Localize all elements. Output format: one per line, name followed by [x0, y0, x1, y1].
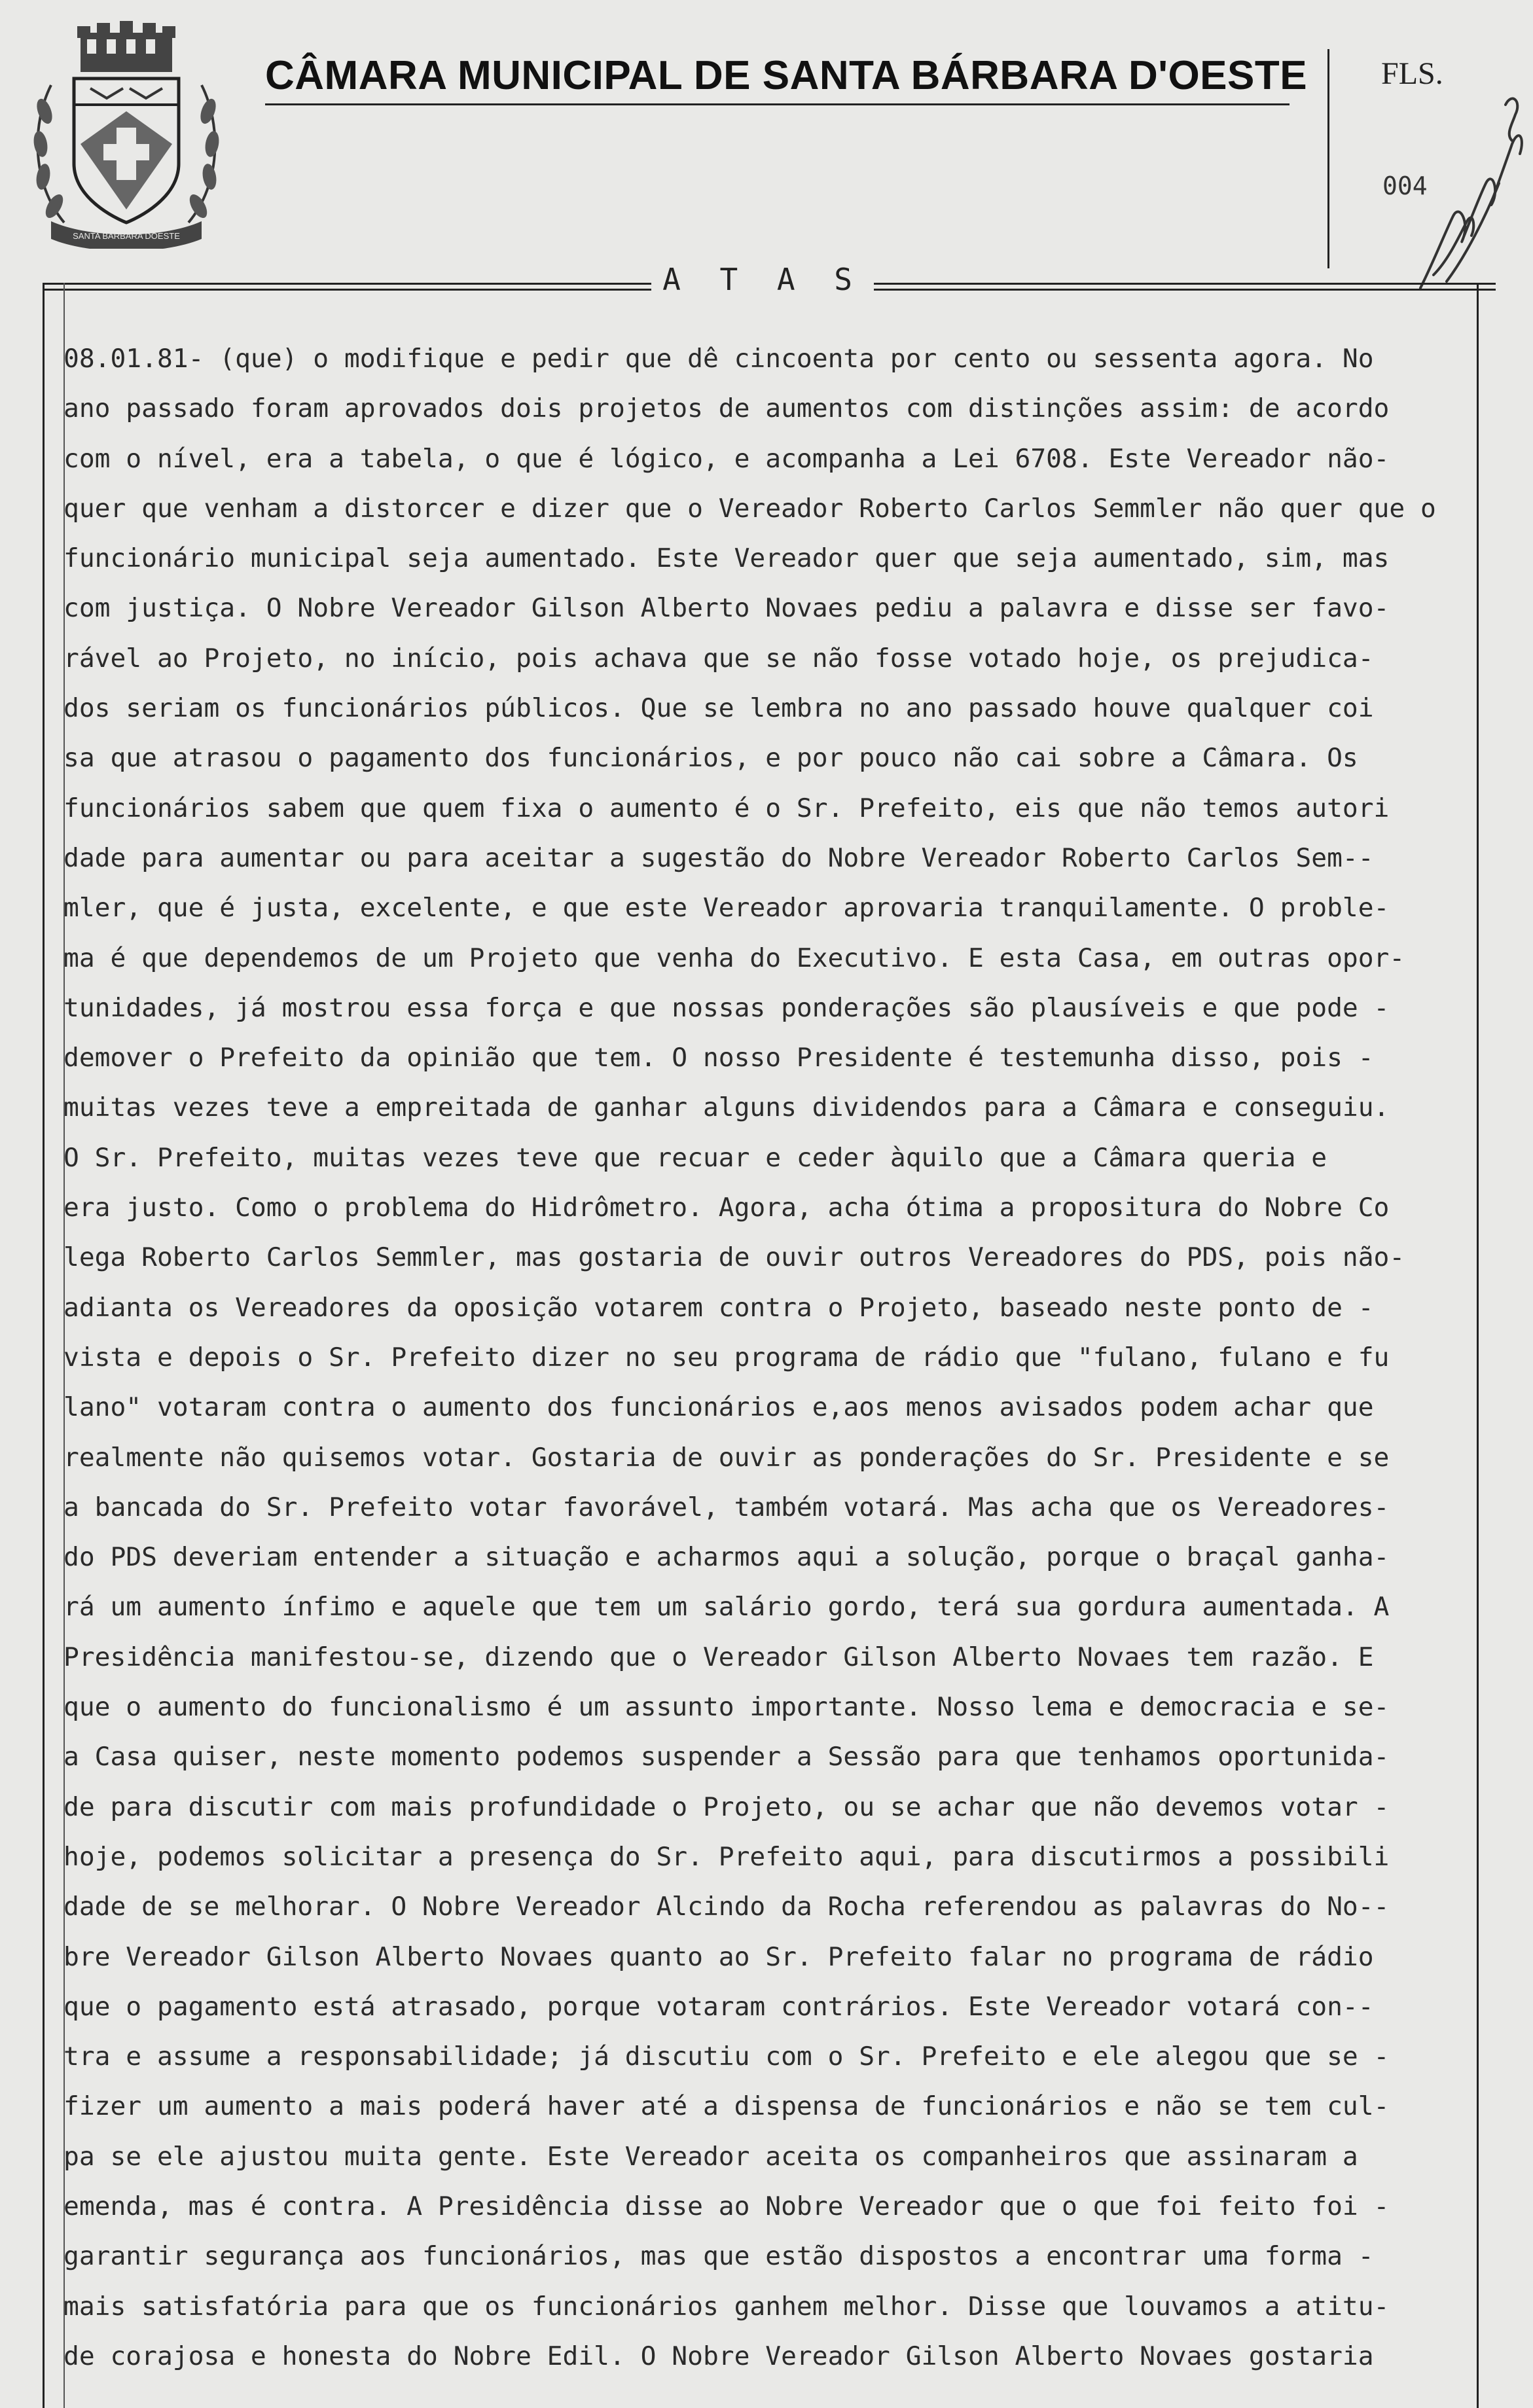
text-line: que o aumento do funcionalismo é um assunto importante. Nosso lema e democracia e se- — [63, 1692, 1390, 1723]
text-line: quer que venham a distorcer e dizer que o Vereador Roberto Carlos Semmler não quer que o — [63, 493, 1436, 524]
section-rule — [874, 289, 1496, 291]
text-line: dade de se melhorar. O Nobre Vereador Alcindo da Rocha referendou as palavras do No-- — [63, 1892, 1390, 1922]
section-rule — [43, 283, 651, 285]
text-line: a bancada do Sr. Prefeito votar favorável, também votará. Mas acha que os Vereadores- — [63, 1492, 1390, 1522]
text-line: ma é que dependemos de um Projeto que venha do Executivo. E esta Casa, em outras opor- — [63, 943, 1405, 973]
text-line: de corajosa e honesta do Nobre Edil. O Nobre Vereador Gilson Alberto Novaes gostaria — [63, 2341, 1374, 2371]
header-divider — [1327, 49, 1329, 268]
text-line: muitas vezes teve a empreitada de ganhar alguns dividendos para a Câmara e conseguiu. — [63, 1092, 1390, 1123]
text-line: funcionários sabem que quem fixa o aumento é o Sr. Prefeito, eis que não temos autori — [63, 793, 1390, 823]
text-line: de para discutir com mais profundidade o Projeto, ou se achar que não devemos votar - — [63, 1791, 1390, 1822]
section-title: A T A S — [662, 262, 863, 297]
text-line: rável ao Projeto, no início, pois achava que se não fosse votado hoje, os prejudica- — [63, 643, 1374, 674]
text-line: funcionário municipal seja aumentado. Este Vereador quer que seja aumentado, sim, mas — [63, 543, 1390, 574]
text-line: ano passado foram aprovados dois projetos de aumentos com distinções assim: de acordo — [63, 393, 1390, 424]
text-line: emenda, mas é contra. A Presidência disse ao Nobre Vereador que o que foi feito foi - — [63, 2191, 1390, 2221]
page-number: 004 — [1382, 171, 1428, 200]
title-underline — [265, 103, 1290, 105]
page-frame-left — [43, 283, 45, 2408]
handwritten-signature-icon — [1407, 65, 1532, 308]
section-rule — [43, 289, 651, 291]
text-line: dade para aumentar ou para aceitar a sugestão do Nobre Vereador Roberto Carlos Sem-- — [63, 842, 1374, 873]
text-line: demover o Prefeito da opinião que tem. O nosso Presidente é testemunha disso, pois - — [63, 1043, 1374, 1073]
minutes-text — [63, 334, 1477, 2381]
text-line: rá um aumento ínfimo e aquele que tem um salário gordo, terá sua gordura aumentada. A — [63, 1592, 1390, 1623]
text-line: pa se ele ajustou muita gente. Este Vereador aceita os companheiros que assinaram a — [63, 2141, 1358, 2172]
text-line: mais satisfatória para que os funcionários ganhem melhor. Disse que louvamos a atitu- — [63, 2291, 1390, 2322]
text-line: que o pagamento está atrasado, porque votaram contrários. Este Vereador votará con-- — [63, 1991, 1374, 2022]
text-line: 08.01.81- (que) o modifique e pedir que dê cincoenta por cento ou sessenta agora. No — [63, 344, 1374, 374]
text-line: O Sr. Prefeito, muitas vezes teve que recuar e ceder àquilo que a Câmara queria e — [63, 1142, 1327, 1173]
crest-banner-text: SANTA BARBARA DOESTE — [73, 231, 180, 241]
text-line: tunidades, já mostrou essa força e que nossas ponderações são plausíveis e que pode - — [63, 992, 1390, 1023]
text-line: bre Vereador Gilson Alberto Novaes quanto ao Sr. Prefeito falar no programa de rádio — [63, 1941, 1374, 1972]
text-line: garantir segurança aos funcionários, mas que estão dispostos a encontrar uma forma - — [63, 2241, 1374, 2272]
text-line: adianta os Vereadores da oposição votarem contra o Projeto, baseado neste ponto de - — [63, 1292, 1374, 1323]
text-line: a Casa quiser, neste momento podemos suspender a Sessão para que tenhamos oportunida- — [63, 1742, 1390, 1772]
text-line: Presidência manifestou-se, dizendo que o Vereador Gilson Alberto Novaes tem razão. E — [63, 1642, 1374, 1672]
text-line: era justo. Como o problema do Hidrômetro. Agora, acha ótima a propositura do Nobre Co — [63, 1193, 1390, 1223]
coat-of-arms-icon — [25, 13, 228, 249]
institution-title: CÂMARA MUNICIPAL DE SANTA BÁRBARA D'OESTE — [265, 53, 1308, 98]
text-line: dos seriam os funcionários públicos. Que se lembra no ano passado houve qualquer coi — [63, 693, 1374, 724]
text-line: mler, que é justa, excelente, e que este Vereador aprovaria tranquilamente. O proble- — [63, 893, 1390, 924]
section-rule — [874, 283, 1496, 285]
text-line: realmente não quisemos votar. Gostaria de ouvir as ponderações do Sr. Presidente e se — [63, 1442, 1390, 1473]
text-line: hoje, podemos solicitar a presença do Sr. Prefeito aqui, para discutirmos a possibili — [63, 1841, 1390, 1872]
text-line: com o nível, era a tabela, o que é lógico, e acompanha a Lei 6708. Este Vereador não- — [63, 443, 1390, 474]
text-line: lega Roberto Carlos Semmler, mas gostaria de ouvir outros Vereadores do PDS, pois não- — [63, 1242, 1405, 1273]
text-line: com justiça. O Nobre Vereador Gilson Alberto Novaes pediu a palavra e disse ser favo- — [63, 593, 1390, 624]
fls-label: FLS. — [1381, 56, 1443, 91]
text-line: fizer um aumento a mais poderá haver até a dispensa de funcionários e não se tem cul- — [63, 2091, 1390, 2122]
text-line: do PDS deveriam entender a situação e acharmos aqui a solução, porque o braçal ganha- — [63, 1542, 1390, 1573]
text-line: vista e depois o Sr. Prefeito dizer no seu programa de rádio que "fulano, fulano e fu — [63, 1342, 1390, 1373]
text-line: tra e assume a responsabilidade; já discutiu com o Sr. Prefeito e ele alegou que se - — [63, 2041, 1390, 2072]
text-line: lano" votaram contra o aumento dos funcionários e,aos menos avisados podem achar que — [63, 1392, 1374, 1423]
text-line: sa que atrasou o pagamento dos funcionários, e por pouco não cai sobre a Câmara. Os — [63, 743, 1358, 774]
